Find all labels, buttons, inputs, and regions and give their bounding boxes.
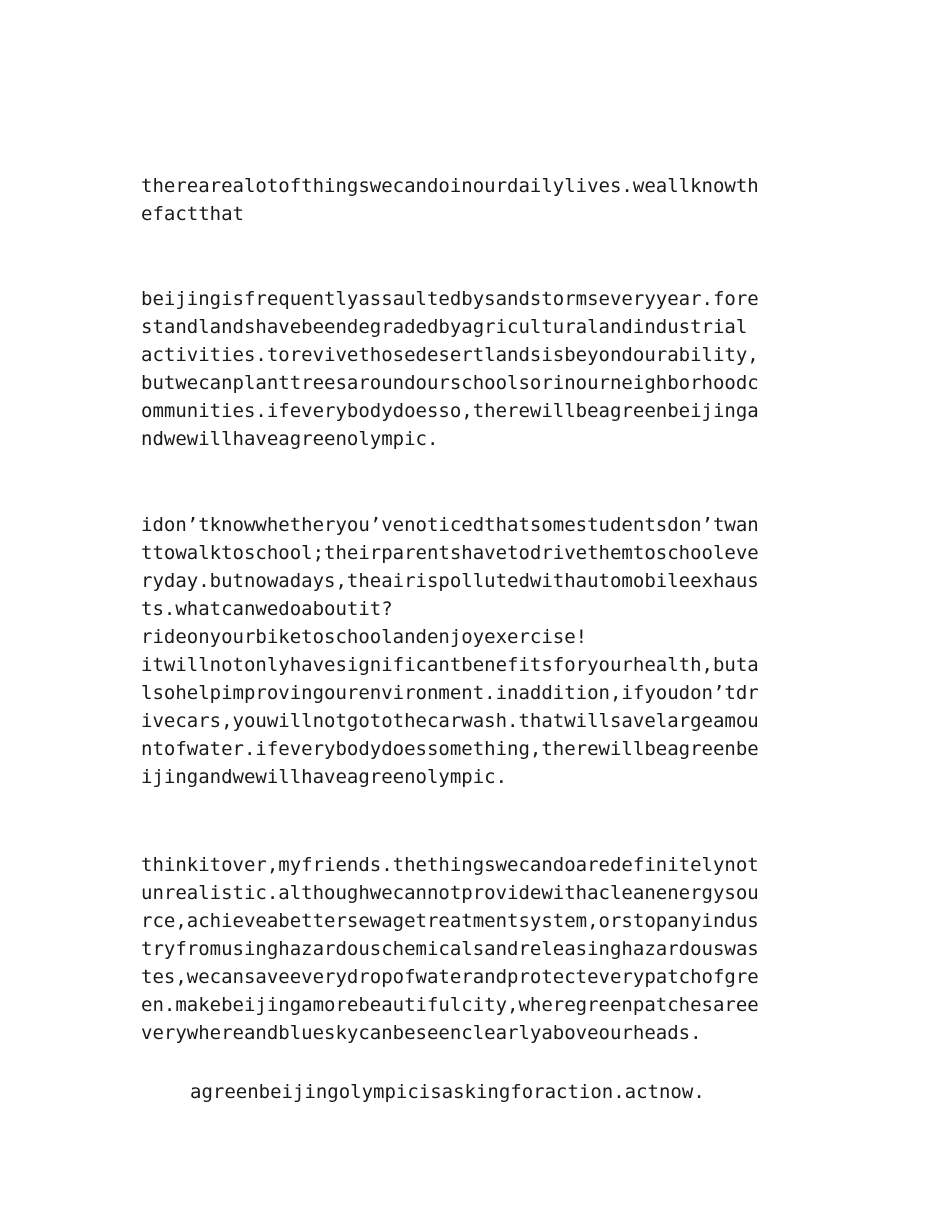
paragraph-4-line-4: tryfromusinghazardouschemicalsandreleasinghazardouswas bbox=[141, 938, 759, 960]
paragraph-3-line-7: lsohelpimprovingourenvironment.inaddition,ifyoudon’tdr bbox=[141, 682, 759, 704]
paragraph-2-line-5: ommunities.ifeverybodydoesso,therewillbeagreenbeijinga bbox=[141, 400, 759, 422]
paragraph-2-line-3: activities.torevivethosedesertlandsisbeyondourability, bbox=[141, 344, 759, 366]
paragraph-1-line-1: therearealotofthingswecandoinourdailylives.weallknowth bbox=[141, 175, 759, 197]
paragraph-4-line-6: en.makebeijingamorebeautifulcity,wheregreenpatchesaree bbox=[141, 994, 759, 1016]
paragraph-2-line-2: standlandshavebeendegradedbyagriculturalandindustrial bbox=[141, 316, 748, 338]
paragraph-3-line-5: rideonyourbiketoschoolandenjoyexercise! bbox=[141, 626, 588, 648]
paragraph-3-line-6: itwillnotonlyhavesignificantbenefitsforyourhealth,buta bbox=[141, 654, 759, 676]
paragraph-4-line-5: tes,wecansaveeverydropofwaterandprotecteverypatchofgre bbox=[141, 966, 759, 988]
paragraph-3-line-3: ryday.butnowadays,theairispollutedwithautomobileexhaus bbox=[141, 570, 759, 592]
paragraph-2-line-4: butwecanplanttreesaroundourschoolsorinourneighborhoodc bbox=[141, 372, 759, 394]
paragraph-3-line-10: ijingandwewillhaveagreenolympic. bbox=[141, 766, 508, 788]
paragraph-4-line-7: verywhereandblueskycanbeseenclearlyaboveourheads. bbox=[141, 1022, 702, 1044]
paragraph-2-line-6: ndwewillhaveagreenolympic. bbox=[141, 428, 439, 450]
closing-line: agreenbeijingolympicisaskingforaction.actnow. bbox=[190, 1081, 705, 1103]
paragraph-3-line-2: ttowalktoschool;theirparentshavetodrivethemtoschooleve bbox=[141, 542, 759, 564]
paragraph-4-line-2: unrealistic.althoughwecannotprovidewithacleanenergysou bbox=[141, 882, 759, 904]
paragraph-4-line-1: thinkitover,myfriends.thethingswecandoaredefinitelynot bbox=[141, 854, 759, 876]
paragraph-3-line-8: ivecars,youwillnotgotothecarwash.thatwillsavelargeamou bbox=[141, 710, 759, 732]
paragraph-4-line-3: rce,achieveabettersewagetreatmentsystem,orstopanyindus bbox=[141, 910, 759, 932]
paragraph-3-line-1: idon’tknowwhetheryou’venoticedthatsomestudentsdon’twan bbox=[141, 514, 759, 536]
paragraph-3-line-9: ntofwater.ifeverybodydoessomething,therewillbeagreenbe bbox=[141, 738, 759, 760]
paragraph-1-line-2: efactthat bbox=[141, 203, 244, 225]
paragraph-3-line-4: ts.whatcanwedoaboutit? bbox=[141, 598, 393, 620]
paragraph-2-line-1: beijingisfrequentlyassaultedbysandstormseveryyear.fore bbox=[141, 288, 759, 310]
